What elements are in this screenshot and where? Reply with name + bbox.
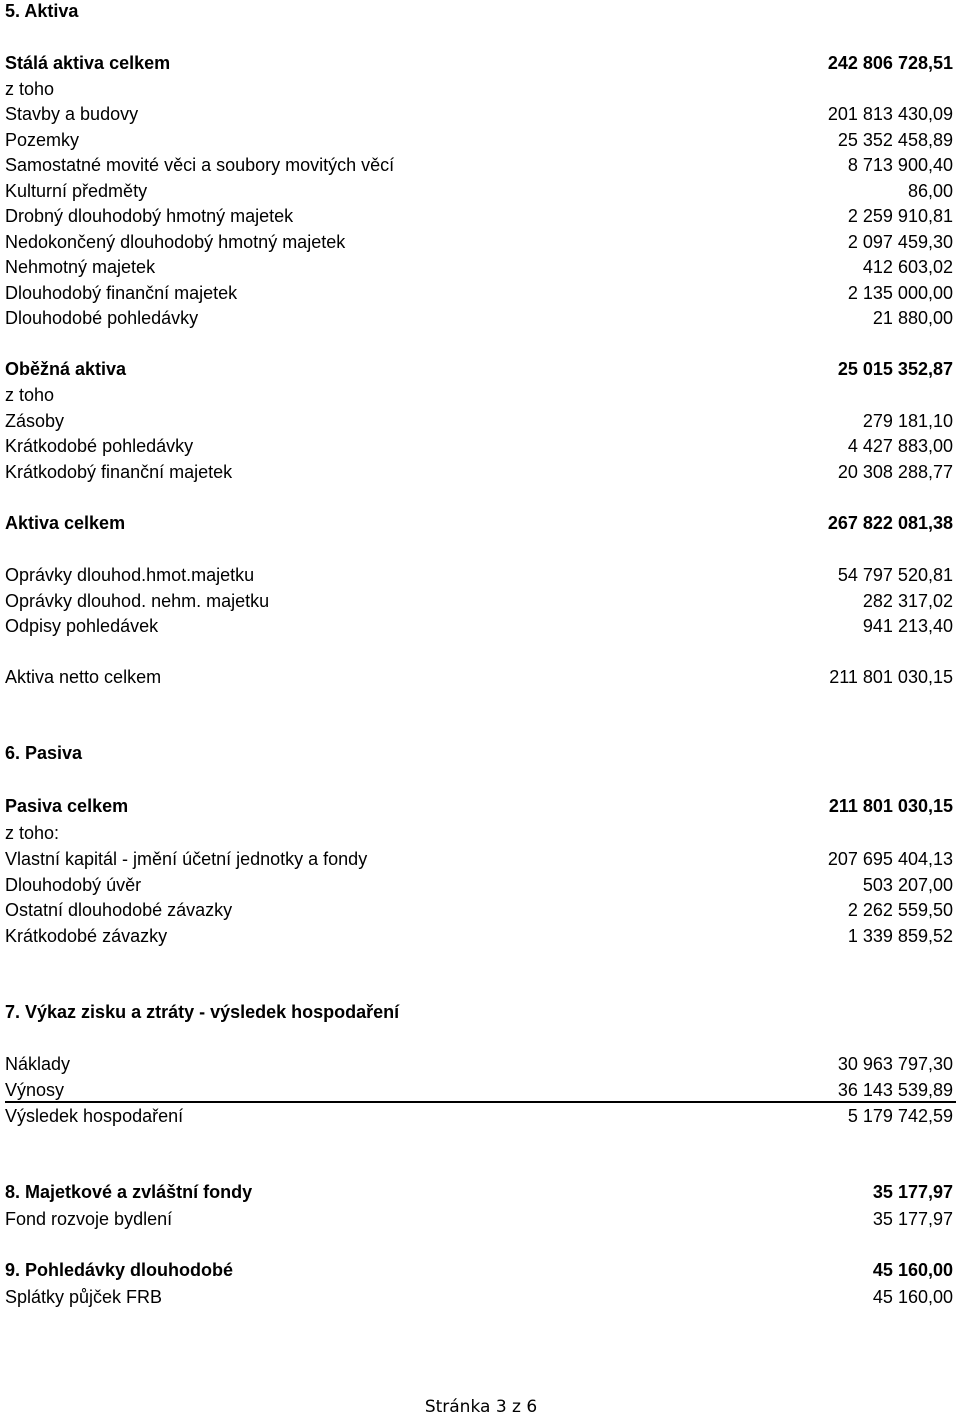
table-row: [5, 459, 953, 485]
row-label: 9. Pohledávky dlouhodobé: [5, 1260, 234, 1280]
row-label: Oprávky dlouhod. nehm. majetku: [5, 591, 270, 611]
table-row: [5, 305, 953, 331]
row-value: 35 177,97: [872, 1209, 953, 1229]
row-value: 8 713 900,40: [847, 155, 953, 175]
row-label: Samostatné movité věci a soubory movitých věcí: [5, 155, 395, 175]
row-value: 30 963 797,30: [837, 1054, 953, 1074]
aktiva-celkem-row: [5, 510, 953, 536]
row-label: Výnosy: [5, 1080, 65, 1100]
row-label: Stavby a budovy: [5, 104, 139, 124]
row-value: 2 097 459,30: [847, 232, 953, 252]
row-label: Odpisy pohledávek: [5, 616, 159, 636]
table-row: [5, 433, 953, 459]
row-label: Oběžná aktiva: [5, 359, 127, 379]
row-label: Krátkodobý finanční majetek: [5, 462, 233, 482]
table-row: [5, 408, 953, 434]
vysledek-row: [5, 1103, 953, 1129]
row-label: Výsledek hospodaření: [5, 1106, 184, 1126]
table-row: [5, 846, 953, 872]
row-value: 279 181,10: [862, 411, 953, 431]
table-row: [5, 588, 953, 614]
row-label: Drobný dlouhodobý hmotný majetek: [5, 206, 294, 226]
row-value: 25 015 352,87: [837, 359, 953, 379]
row-label: Stálá aktiva celkem: [5, 53, 171, 73]
page-number: Stránka 3 z 6: [424, 1397, 538, 1417]
row-label: Aktiva celkem: [5, 513, 126, 533]
row-value: 45 160,00: [872, 1287, 953, 1307]
table-row: [5, 872, 953, 898]
row-label: Pozemky: [5, 130, 80, 150]
row-label: Vlastní kapitál - jmění účetní jednotky a fondy: [5, 849, 368, 869]
row-label: Náklady: [5, 1054, 71, 1074]
naklady-row: [5, 1051, 953, 1077]
row-label: z toho: [5, 385, 55, 405]
table-row: [5, 923, 953, 949]
row-label: 8. Majetkové a zvláštní fondy: [5, 1182, 253, 1202]
obezna-aktiva-row: [5, 356, 953, 382]
row-label: Nehmotný majetek: [5, 257, 156, 277]
row-label: Pasiva celkem: [5, 796, 129, 816]
row-value: 35 177,97: [872, 1182, 953, 1202]
row-label: Dlouhodobé pohledávky: [5, 308, 199, 328]
table-row: [5, 280, 953, 306]
row-value: 45 160,00: [872, 1260, 953, 1280]
row-value: 36 143 539,89: [837, 1080, 953, 1100]
table-row: [5, 203, 953, 229]
section-heading-fondy: [5, 1179, 953, 1205]
vynosy-row: [5, 1077, 953, 1103]
pasiva-celkem-row: [5, 793, 953, 819]
row-value: 5 179 742,59: [847, 1106, 953, 1126]
table-row: [5, 254, 953, 280]
row-value: 267 822 081,38: [827, 513, 953, 533]
row-label: Dlouhodobý finanční majetek: [5, 283, 238, 303]
z-toho-label: [5, 820, 953, 846]
table-row: [5, 613, 953, 639]
row-label: Kulturní předměty: [5, 181, 148, 201]
row-value: 201 813 430,09: [827, 104, 953, 124]
row-value: 20 308 288,77: [837, 462, 953, 482]
table-row: [5, 178, 953, 204]
row-value: 503 207,00: [862, 875, 953, 895]
row-value: 25 352 458,89: [837, 130, 953, 150]
section-heading-pohledavky: [5, 1257, 953, 1283]
row-label: Zásoby: [5, 411, 65, 431]
row-label: Dlouhodobý úvěr: [5, 875, 142, 895]
row-label: Aktiva netto celkem: [5, 667, 162, 687]
row-value: 4 427 883,00: [847, 436, 953, 456]
row-value: 207 695 404,13: [827, 849, 953, 869]
table-row: [5, 101, 953, 127]
section-heading-aktiva: 5. Aktiva: [5, 1, 79, 21]
table-row: [5, 1206, 953, 1232]
row-value: 2 135 000,00: [847, 283, 953, 303]
table-row: [5, 562, 953, 588]
row-label: Nedokončený dlouhodobý hmotný majetek: [5, 232, 346, 252]
stala-aktiva-row: [5, 50, 953, 76]
row-label: Krátkodobé závazky: [5, 926, 168, 946]
row-label: Splátky půjček FRB: [5, 1287, 163, 1307]
row-value: 2 262 559,50: [847, 900, 953, 920]
row-value: 21 880,00: [872, 308, 953, 328]
row-value: 2 259 910,81: [847, 206, 953, 226]
row-label: Fond rozvoje bydlení: [5, 1209, 173, 1229]
row-value: 412 603,02: [862, 257, 953, 277]
row-label: Ostatní dlouhodobé závazky: [5, 900, 233, 920]
table-row: [5, 897, 953, 923]
row-value: 282 317,02: [862, 591, 953, 611]
section-heading-vysledek: 7. Výkaz zisku a ztráty - výsledek hospodaření: [5, 1002, 400, 1022]
row-value: 941 213,40: [862, 616, 953, 636]
z-toho-label: [5, 382, 953, 408]
row-value: 211 801 030,15: [829, 667, 953, 687]
row-value: 54 797 520,81: [837, 565, 953, 585]
row-label: Krátkodobé pohledávky: [5, 436, 194, 456]
row-value: 1 339 859,52: [847, 926, 953, 946]
z-toho-label: [5, 76, 953, 102]
section-heading-pasiva: 6. Pasiva: [5, 743, 83, 763]
table-row: [5, 229, 953, 255]
row-label: z toho: [5, 79, 55, 99]
row-value: 242 806 728,51: [827, 53, 953, 73]
aktiva-netto-row: [5, 664, 953, 690]
table-row: [5, 127, 953, 153]
row-label: Oprávky dlouhod.hmot.majetku: [5, 565, 255, 585]
row-value: 211 801 030,15: [828, 796, 953, 816]
row-label: z toho:: [5, 823, 60, 843]
table-row: [5, 1284, 953, 1310]
table-row: [5, 152, 953, 178]
row-value: 86,00: [907, 181, 953, 201]
